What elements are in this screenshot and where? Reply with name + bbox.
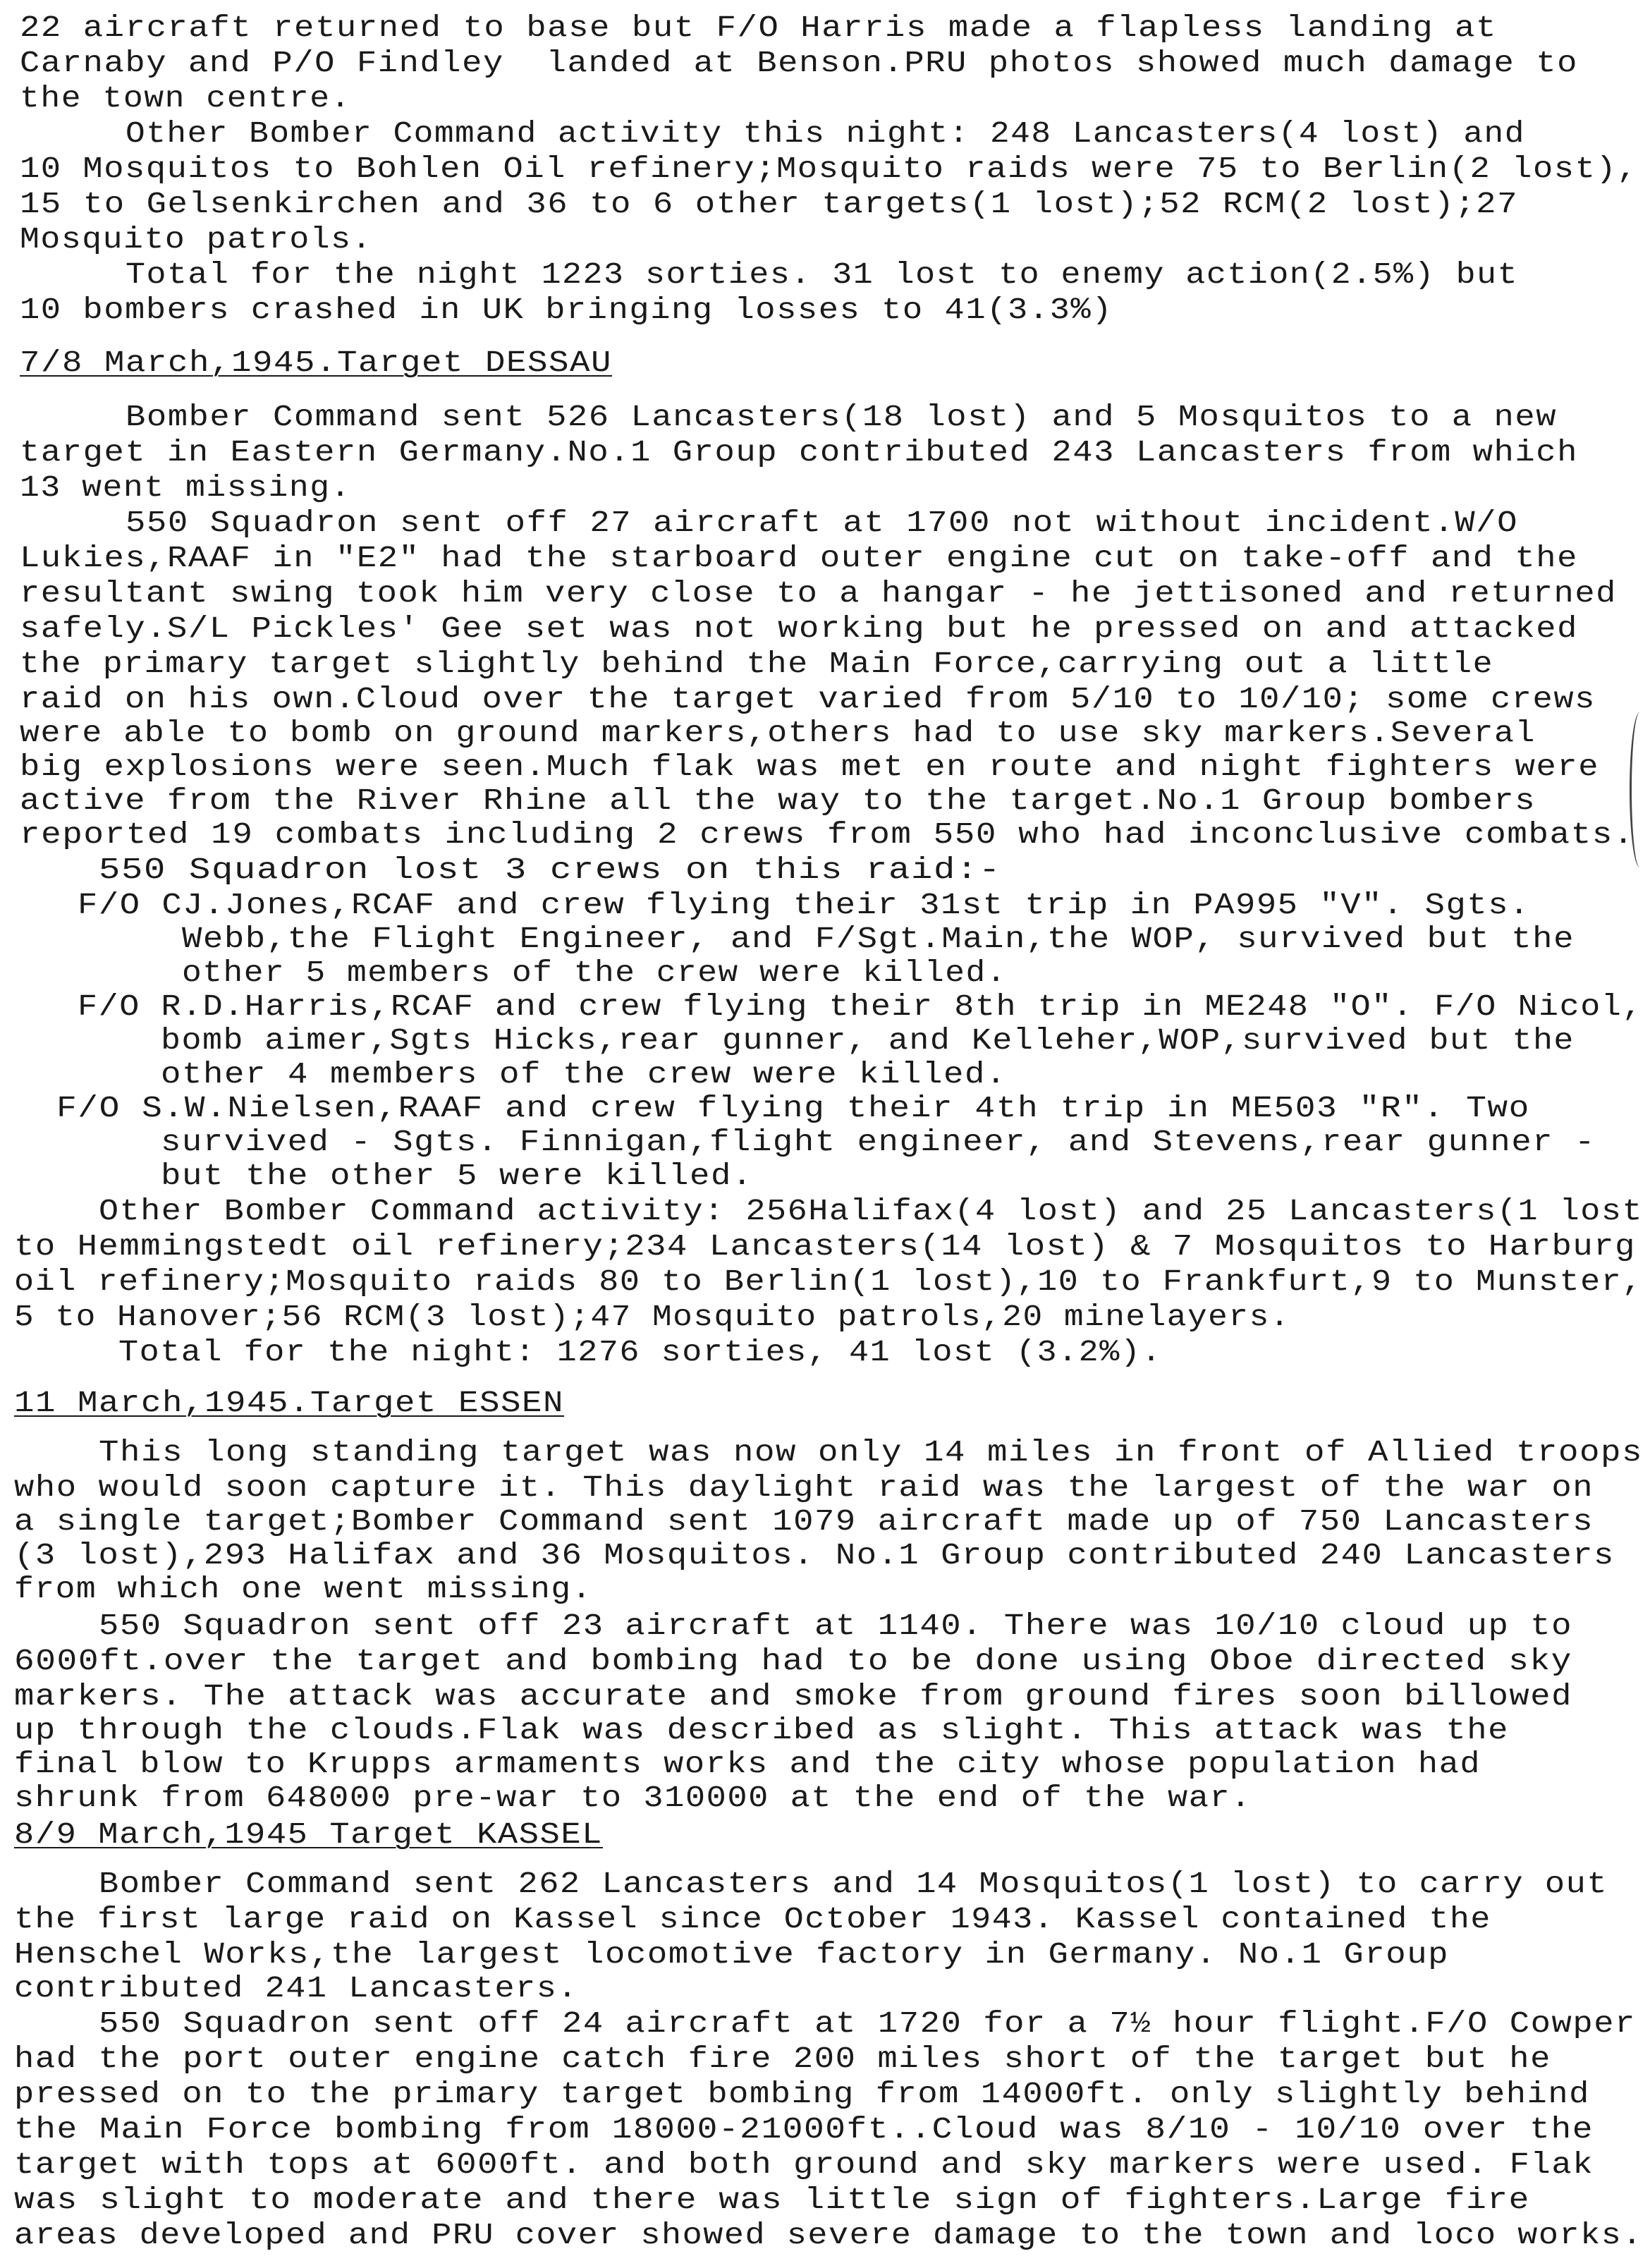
text-line: final blow to Krupps armaments works and the city whose population had bbox=[14, 1747, 1481, 1781]
text-line: big explosions were seen.Much flak was met en route and night fighters were bbox=[20, 750, 1600, 784]
text-line: Other Bomber Command activity: 256Halifax(4 lost) and 25 Lancasters(1 lost bbox=[99, 1194, 1644, 1228]
text-line: target with tops at 6000ft. and both ground and sky markers were used. Flak bbox=[14, 2147, 1594, 2182]
text-line: 550 Squadron lost 3 crews on this raid:- bbox=[99, 853, 1002, 887]
text-line: 15 to Gelsenkirchen and 36 to 6 other targets(1 lost);52 RCM(2 lost);27 bbox=[20, 187, 1519, 221]
text-line: the first large raid on Kassel since October 1943. Kassel contained the bbox=[14, 1902, 1491, 1937]
text-line: shrunk from 648000 pre-war to 310000 at the end of the war. bbox=[14, 1781, 1252, 1815]
text-line: 10 Mosquitos to Bohlen Oil refinery;Mosquito raids were 75 to Berlin(2 lost), bbox=[20, 152, 1638, 186]
text-line: F/O R.D.Harris,RCAF and crew flying their 8th trip in ME248 "O". F/O Nicol, bbox=[78, 989, 1644, 1024]
text-line: from which one went missing. bbox=[14, 1572, 592, 1606]
text-line: bomb aimer,Sgts Hicks,rear gunner, and Kelleher,WOP,survived but the bbox=[161, 1023, 1575, 1058]
text-line: 22 aircraft returned to base but F/O Harris made a flapless landing at bbox=[20, 11, 1497, 45]
text-line: the Main Force bombing from 18000-21000ft..Cloud was 8/10 - 10/10 over the bbox=[14, 2112, 1594, 2147]
text-line: This long standing target was now only 14 miles in front of Allied troops bbox=[99, 1435, 1644, 1470]
text-line: who would soon capture it. This daylight raid was the largest of the war on bbox=[14, 1470, 1594, 1505]
text-line: 550 Squadron sent off 23 aircraft at 1140. There was 10/10 cloud up to bbox=[99, 1609, 1572, 1643]
text-line: markers. The attack was accurate and smoke from ground fires soon billowed bbox=[14, 1679, 1573, 1714]
text-line: Bomber Command sent 526 Lancasters(18 lost) and 5 Mosquitos to a new bbox=[126, 400, 1558, 434]
text-line: contributed 241 Lancasters. bbox=[14, 1971, 579, 2006]
text-line: 13 went missing. bbox=[20, 470, 352, 505]
text-line: Total for the night 1223 sorties. 31 lost to enemy action(2.5%) but bbox=[126, 257, 1519, 292]
text-line: F/O CJ.Jones,RCAF and crew flying their 31st trip in PA995 "V". Sgts. bbox=[78, 888, 1530, 922]
text-line: Bomber Command sent 262 Lancasters and 14 Mosquitos(1 lost) to carry out bbox=[99, 1867, 1608, 1901]
text-line: 5 to Hanover;56 RCM(3 lost);47 Mosquito patrols,20 minelayers. bbox=[14, 1300, 1290, 1334]
section-heading: 8/9 March,1945 Target KASSEL bbox=[14, 1817, 603, 1852]
text-line: target in Eastern Germany.No.1 Group contributed 243 Lancasters from which bbox=[20, 435, 1579, 470]
text-line: but the other 5 were killed. bbox=[161, 1159, 754, 1193]
text-line: Lukies,RAAF in "E2" had the starboard outer engine cut on take-off and the bbox=[20, 541, 1579, 575]
text-line: other 4 members of the crew were killed. bbox=[161, 1057, 1008, 1092]
text-line: active from the River Rhine all the way to the target.No.1 Group bombers bbox=[20, 784, 1536, 818]
text-line: oil refinery;Mosquito raids 80 to Berlin(1 lost),10 to Frankfurt,9 to Munster, bbox=[14, 1264, 1643, 1299]
text-line: Henschel Works,the largest locomotive factory in Germany. No.1 Group bbox=[14, 1937, 1450, 1972]
text-line: 10 bombers crashed in UK bringing losses to 41(3.3%) bbox=[20, 293, 1113, 327]
text-line: a single target;Bomber Command sent 1079 aircraft made up of 750 Lancasters bbox=[14, 1504, 1594, 1539]
text-line: (3 lost),293 Halifax and 36 Mosquitos. No.1 Group contributed 240 Lancasters bbox=[14, 1538, 1615, 1573]
text-line: the primary target slightly behind the Main Force,carrying out a little bbox=[20, 647, 1494, 681]
text-line: other 5 members of the crew were killed. bbox=[182, 956, 1008, 990]
text-line: pressed on to the primary target bombing from 14000ft. only slightly behind bbox=[14, 2077, 1590, 2111]
text-line: raid on his own.Cloud over the target varied from 5/10 to 10/10; some crews bbox=[20, 682, 1596, 717]
text-line: Mosquito patrols. bbox=[20, 222, 372, 257]
text-line: up through the clouds.Flak was described as slight. This attack was the bbox=[14, 1713, 1510, 1748]
text-line: reported 19 combats including 2 crews from 550 who had inconclusive combats. bbox=[20, 817, 1634, 852]
text-line: survived - Sgts. Finnigan,flight engineer, and Stevens,rear gunner - bbox=[161, 1125, 1596, 1159]
section-heading: 7/8 March,1945.Target DESSAU bbox=[20, 346, 613, 380]
text-line: were able to bomb on ground markers,others had to use sky markers.Several bbox=[20, 716, 1536, 750]
text-line: areas developed and PRU cover showed severe damage to the town and loco works. bbox=[14, 2218, 1643, 2252]
text-line: Total for the night: 1276 sorties, 41 lost (3.2%). bbox=[118, 1335, 1163, 1370]
text-line: Webb,the Flight Engineer, and F/Sgt.Main,the WOP, survived but the bbox=[182, 922, 1575, 956]
text-line: the town centre. bbox=[20, 81, 352, 116]
text-line: Carnaby and P/O Findley landed at Benson.PRU photos showed much damage to bbox=[20, 46, 1579, 80]
text-line: to Hemmingstedt oil refinery;234 Lancasters(14 lost) & 7 Mosquitos to Harburg bbox=[14, 1229, 1637, 1264]
text-line: Other Bomber Command activity this night: 248 Lancasters(4 lost) and bbox=[126, 116, 1525, 151]
text-line: 550 Squadron sent off 24 aircraft at 1720 for a 7½ hour flight.F/O Cowper bbox=[99, 2006, 1636, 2041]
text-line: had the port outer engine catch fire 200 miles short of the target but he bbox=[14, 2042, 1551, 2076]
text-line: resultant swing took him very close to a hangar - he jettisoned and returned bbox=[20, 576, 1617, 611]
text-line: F/O S.W.Nielsen,RAAF and crew flying their 4th trip in ME503 "R". Two bbox=[56, 1091, 1530, 1126]
text-line: 550 Squadron sent off 27 aircraft at 1700 not without incident.W/O bbox=[126, 506, 1519, 540]
text-line: 6000ft.over the target and bombing had to be done using Oboe directed sky bbox=[14, 1644, 1572, 1678]
text-line: was slight to moderate and there was little sign of fighters.Large fire bbox=[14, 2183, 1530, 2217]
text-line: safely.S/L Pickles' Gee set was not working but he pressed on and attacked bbox=[20, 611, 1579, 646]
section-heading: 11 March,1945.Target ESSEN bbox=[14, 1386, 565, 1420]
